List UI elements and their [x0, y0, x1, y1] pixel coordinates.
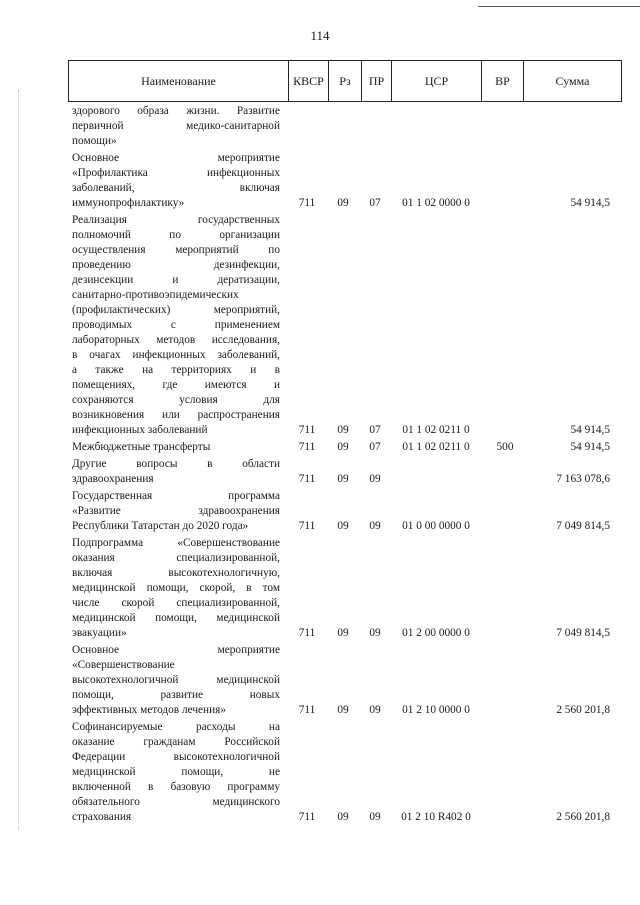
cell-csr: 01 2 00 0000 0 [402, 627, 470, 639]
row-name-line: высокотехнологичной медицинской [72, 674, 280, 686]
row-name [72, 104, 280, 149]
row-name-line: инфекционных заболеваний [72, 424, 208, 436]
table-row [0, 440, 640, 455]
row-name-line: числе скорой специализированной, [72, 597, 280, 609]
table-row [0, 489, 640, 534]
cell-kvsr: 711 [298, 704, 316, 716]
cell-pr: 09 [369, 473, 381, 485]
row-name [72, 489, 280, 534]
cell-csr: 01 1 02 0000 0 [402, 197, 470, 209]
row-name-line: полномочий по организации [72, 229, 280, 241]
row-name-line: возникновения или распространения [72, 409, 280, 421]
cell-csr: 01 0 00 0000 0 [402, 520, 470, 532]
cell-kvsr: 711 [298, 473, 316, 485]
row-name-line: «Развитие здравоохранения [72, 505, 280, 517]
header-sum: Сумма [523, 61, 622, 101]
row-name-line: оказания специализированной, [72, 552, 280, 564]
cell-sum: 7 049 814,5 [556, 520, 610, 532]
cell-sum: 54 914,5 [570, 441, 610, 453]
row-name-line: Государственная программа [72, 490, 280, 502]
header-name: Наименование [68, 61, 288, 101]
row-name-line: лабораторных методов исследования, [72, 334, 280, 346]
row-name-line: санитарно-противоэпидемических [72, 289, 239, 301]
row-name-line: включая высокотехнологичную, [72, 567, 280, 579]
cell-sum: 2 560 201,8 [556, 704, 610, 716]
cell-csr: 01 2 10 0000 0 [402, 704, 470, 716]
cell-sum: 54 914,5 [570, 424, 610, 436]
header-pr: ПР [361, 61, 391, 101]
row-name-line: сохраняются условия для [72, 394, 280, 406]
row-name-line: оказание гражданам Российской [72, 736, 280, 748]
row-name-line: проводимых с применением [72, 319, 280, 331]
table-row [0, 643, 640, 718]
table-row [0, 151, 640, 211]
table-row [0, 536, 640, 641]
row-name-line: включенной в базовую программу [72, 781, 280, 793]
row-name [72, 213, 280, 438]
cell-sum: 7 163 078,6 [556, 473, 610, 485]
cell-rz: 09 [337, 520, 349, 532]
cell-kvsr: 711 [298, 811, 316, 823]
cell-kvsr: 711 [298, 197, 316, 209]
row-name-line: Республики Татарстан до 2020 года» [72, 520, 249, 532]
table-row [0, 104, 640, 149]
cell-csr: 01 2 10 R402 0 [401, 811, 471, 823]
row-name-line: Подпрограмма «Совершенствование [72, 537, 280, 549]
cell-pr: 09 [369, 627, 381, 639]
row-name-line: обязательного медицинского [72, 796, 280, 808]
header-vr: ВР [481, 61, 523, 101]
cell-csr: 01 1 02 0211 0 [402, 441, 470, 453]
cell-pr: 09 [369, 704, 381, 716]
row-name-line: Межбюджетные трансферты [72, 441, 211, 453]
cell-pr: 07 [369, 424, 381, 436]
row-name-line: а также на территориях и в [72, 364, 280, 376]
row-name-line: Основное мероприятие [72, 644, 280, 656]
row-name-line: иммунопрофилактику» [72, 197, 185, 209]
row-name-line: (профилактических) мероприятий, [72, 304, 280, 316]
cell-pr: 09 [369, 811, 381, 823]
cell-sum: 2 560 201,8 [556, 811, 610, 823]
row-name-line: Другие вопросы в области [72, 458, 280, 470]
row-name-line: эффективных методов лечения» [72, 704, 226, 716]
row-name-line: первичной медико-санитарной [72, 120, 280, 132]
cell-rz: 09 [337, 441, 349, 453]
cell-vr: 500 [496, 441, 514, 453]
header-csr: ЦСР [391, 61, 481, 101]
row-name-line: проведению дезинфекции, [72, 259, 280, 271]
cell-rz: 09 [337, 811, 349, 823]
cell-pr: 07 [369, 441, 381, 453]
cell-csr: 01 1 02 0211 0 [402, 424, 470, 436]
page-number: 114 [310, 28, 330, 43]
row-name-line: дезинсекции и дератизации, [72, 274, 280, 286]
row-name-line: Федерации высокотехнологичной [72, 751, 280, 763]
row-name-line: эвакуации» [72, 627, 127, 639]
row-name-line: «Совершенствование [72, 659, 175, 671]
row-name-line: осуществления мероприятий по [72, 244, 280, 256]
top-rule [478, 6, 640, 7]
row-name [72, 151, 280, 211]
cell-rz: 09 [337, 627, 349, 639]
row-name [72, 457, 280, 487]
row-name-line: медицинской помощи, не [72, 766, 280, 778]
row-name-line: в очагах инфекционных заболеваний, [72, 349, 280, 361]
row-name-line: здравоохранения [72, 473, 154, 485]
row-name-line: страхования [72, 811, 132, 823]
table-header [68, 60, 622, 102]
cell-sum: 7 049 814,5 [556, 627, 610, 639]
row-name [72, 440, 280, 455]
row-name-line: здорового образа жизни. Развитие [72, 105, 280, 117]
cell-rz: 09 [337, 197, 349, 209]
cell-pr: 09 [369, 520, 381, 532]
row-name [72, 643, 280, 718]
row-name-line: помещениях, где имеются и [72, 379, 280, 391]
cell-sum: 54 914,5 [570, 197, 610, 209]
row-name-line: Реализация государственных [72, 214, 280, 226]
header-kvsr: КВСР [288, 61, 328, 101]
table-row [0, 213, 640, 438]
table-row [0, 457, 640, 487]
cell-rz: 09 [337, 424, 349, 436]
row-name-line: Основное мероприятие [72, 152, 280, 164]
table-row [0, 720, 640, 825]
row-name-line: заболеваний, включая [72, 182, 280, 194]
cell-kvsr: 711 [298, 627, 316, 639]
row-name-line: помощи, развитие новых [72, 689, 280, 701]
cell-kvsr: 711 [298, 441, 316, 453]
row-name-line: помощи» [72, 135, 117, 147]
row-name-line: «Профилактика инфекционных [72, 167, 280, 179]
cell-rz: 09 [337, 473, 349, 485]
row-name-line: медицинской помощи, медицинской [72, 612, 280, 624]
header-rz: Рз [328, 61, 361, 101]
row-name-line: Софинансируемые расходы на [72, 721, 280, 733]
row-name [72, 536, 280, 641]
row-name-line: медицинской помощи, скорой, в том [72, 582, 280, 594]
cell-pr: 07 [369, 197, 381, 209]
cell-rz: 09 [337, 704, 349, 716]
cell-kvsr: 711 [298, 520, 316, 532]
cell-kvsr: 711 [298, 424, 316, 436]
row-name [72, 720, 280, 825]
